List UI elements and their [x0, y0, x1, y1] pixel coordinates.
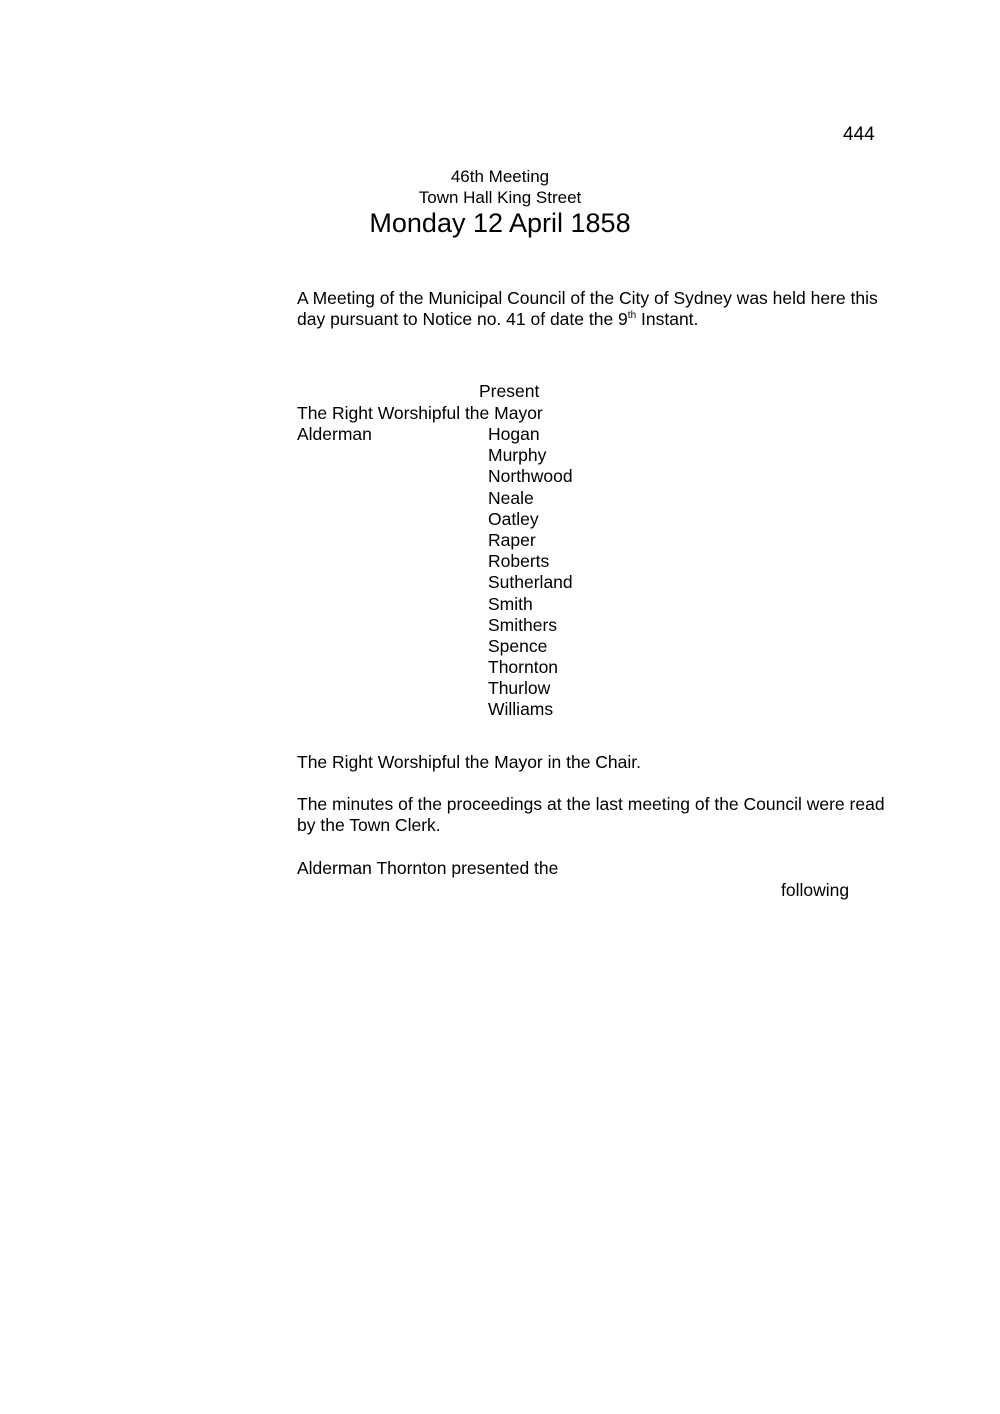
intro-text: A Meeting of the Municipal Council of the City of Sydney was held here this day pursuant to Notice no. 41 of date the 9 — [297, 288, 878, 329]
intro-text-end: Instant. — [636, 309, 699, 329]
present-heading: Present — [479, 381, 540, 401]
alderman-name: Spence — [488, 635, 548, 656]
alderman-name: Thornton — [488, 657, 559, 678]
alderman-name: Sutherland — [488, 572, 573, 593]
meeting-date: Monday 12 April 1858 — [369, 208, 631, 238]
alderman-name: Raper — [488, 529, 536, 550]
meeting-number: 46th Meeting — [450, 167, 550, 186]
chair-line: The Right Worshipful the Mayor in the Chair. — [297, 752, 642, 772]
page-number: 444 — [843, 124, 875, 145]
alderman-name: Murphy — [488, 445, 547, 466]
alderman-name: Hogan — [488, 424, 540, 444]
alderman-label: Alderman — [297, 424, 372, 444]
minutes-paragraph: The minutes of the proceedings at the last meeting of the Council were read by the Town Clerk. — [297, 794, 885, 835]
alderman-name: Neale — [488, 487, 534, 508]
presented-line: Alderman Thornton presented the — [297, 858, 559, 878]
alderman-name: Smith — [488, 593, 533, 614]
alderman-name: Northwood — [488, 466, 573, 487]
intro-paragraph — [297, 288, 887, 330]
mayor-line: The Right Worshipful the Mayor — [297, 403, 543, 423]
alderman-name: Smithers — [488, 614, 558, 635]
alderman-list — [488, 424, 573, 721]
catchword: following — [781, 880, 850, 900]
intro-superscript: th — [627, 310, 637, 322]
alderman-name: Thurlow — [488, 678, 551, 699]
alderman-name: Roberts — [488, 551, 550, 572]
alderman-name: Williams — [488, 699, 554, 720]
meeting-venue: Town Hall King Street — [418, 188, 582, 207]
alderman-name: Oatley — [488, 508, 539, 529]
